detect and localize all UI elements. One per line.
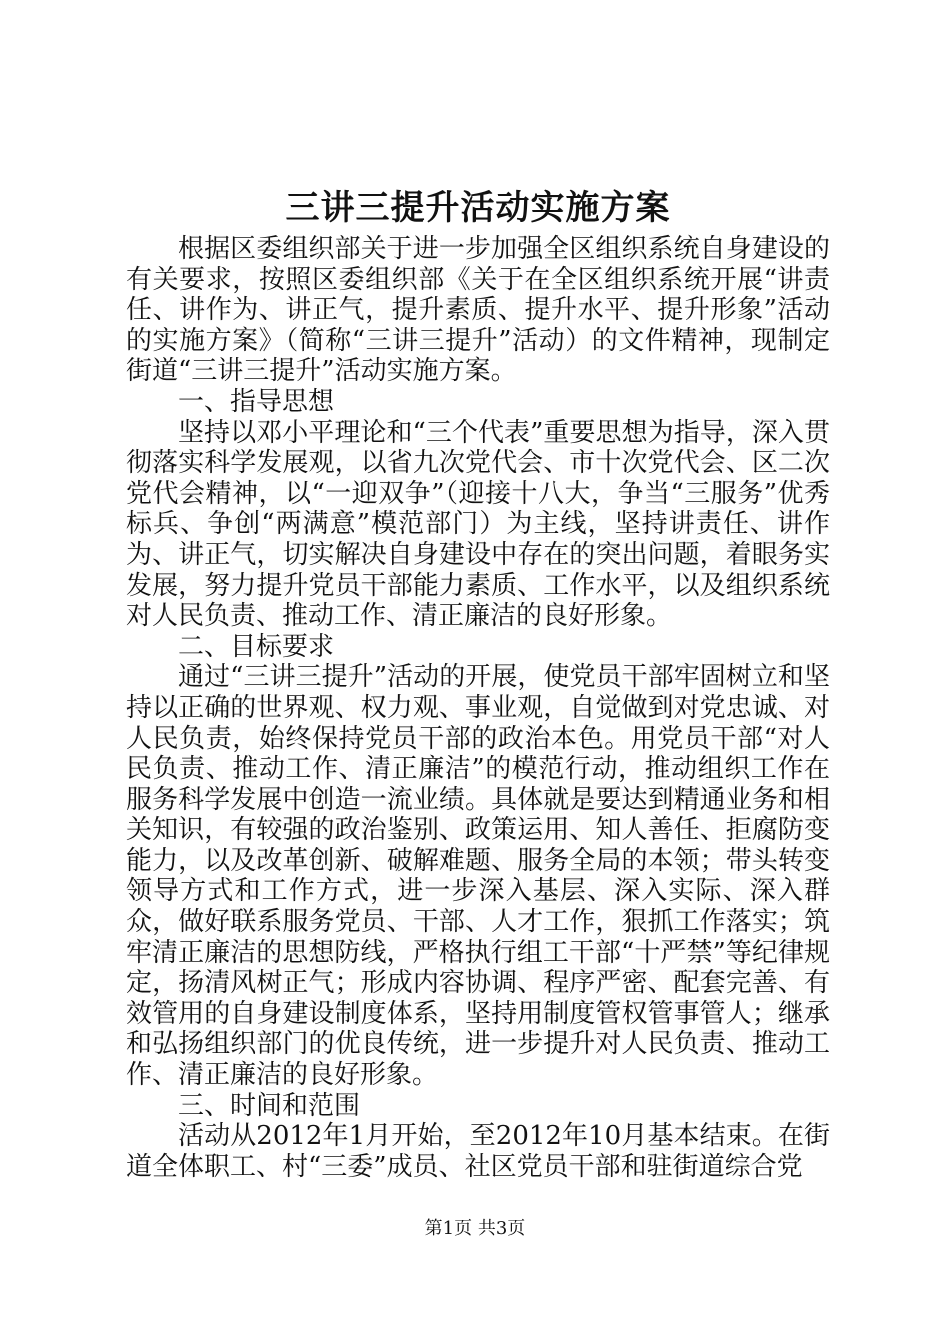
section-paragraph: 通过“三讲三提升”活动的开展，使党员干部牢固树立和坚持以正确的世界观、权力观、事业观，自觉做到对党忠诚、对人民负责，始终保持党员干部的政治本色。用党员干部“对人民负责、推动工作、清正廉洁”的模范行动，推动组织工作在服务科学发展中创造一流业绩。具体就是要达到精通业务和相关知识，有较强的政治鉴别、政策运用、知人善任、拒腐防变能力，以及改革创新、破解难题、服务全局的本领；带头转变领导方式和工作方式，进一步深入基层、深入实际、深入群众，做好联系服务党员、干部、人才工作，狠抓工作落实；筑牢清正廉洁的思想防线，严格执行组工干部“十严禁”等纪律规定，扬清风树正气；形成内容协调、程序严密、配套完善、有效管用的自身建设制度体系，坚持用制度管权管事管人；继承和弘扬组织部门的优良传统，进一步提升对人民负责、推动工作、清正廉洁的良好形象。 — [126, 662, 830, 1091]
section-goals — [126, 632, 830, 1091]
intro-paragraph: 根据区委组织部关于进一步加强全区组织系统自身建设的有关要求，按照区委组织部《关于在全区组织系统开展“讲责任、讲作为、讲正气，提升素质、提升水平、提升形象”活动的实施方案》（简称“三讲三提升”活动）的文件精神，现制定街道“三讲三提升”活动实施方案。 — [126, 234, 830, 387]
section-heading: 一、指导思想 — [178, 386, 335, 417]
section-heading: 三、时间和范围 — [178, 1090, 361, 1121]
section-paragraph: 坚持以邓小平理论和“三个代表”重要思想为指导，深入贯彻落实科学发展观，以省九次党代会、市十次党代会、区二次党代会精神，以“一迎双争”（迎接十八大，争当“三服务”优秀标兵、争创“两满意”模范部门）为主线，坚持讲责任、讲作为、讲正气，切实解决自身建设中存在的突出问题，着眼务实发展，努力提升党员干部能力素质、工作水平，以及组织系统对人民负责、推动工作、清正廉洁的良好形象。 — [126, 417, 830, 632]
page-footer: 第1页 共3页 — [424, 1218, 526, 1239]
document-page — [126, 182, 830, 1182]
section-paragraph: 活动从2012年1月开始，至2012年10月基本结束。在街道全体职工、村“三委”成员、社区党员干部和驻街道综合党 — [126, 1121, 830, 1182]
section-guiding-ideology — [126, 387, 830, 632]
section-time-scope — [126, 1091, 830, 1183]
document-title: 三讲三提升活动实施方案 — [285, 188, 671, 228]
section-heading: 二、目标要求 — [178, 631, 335, 662]
